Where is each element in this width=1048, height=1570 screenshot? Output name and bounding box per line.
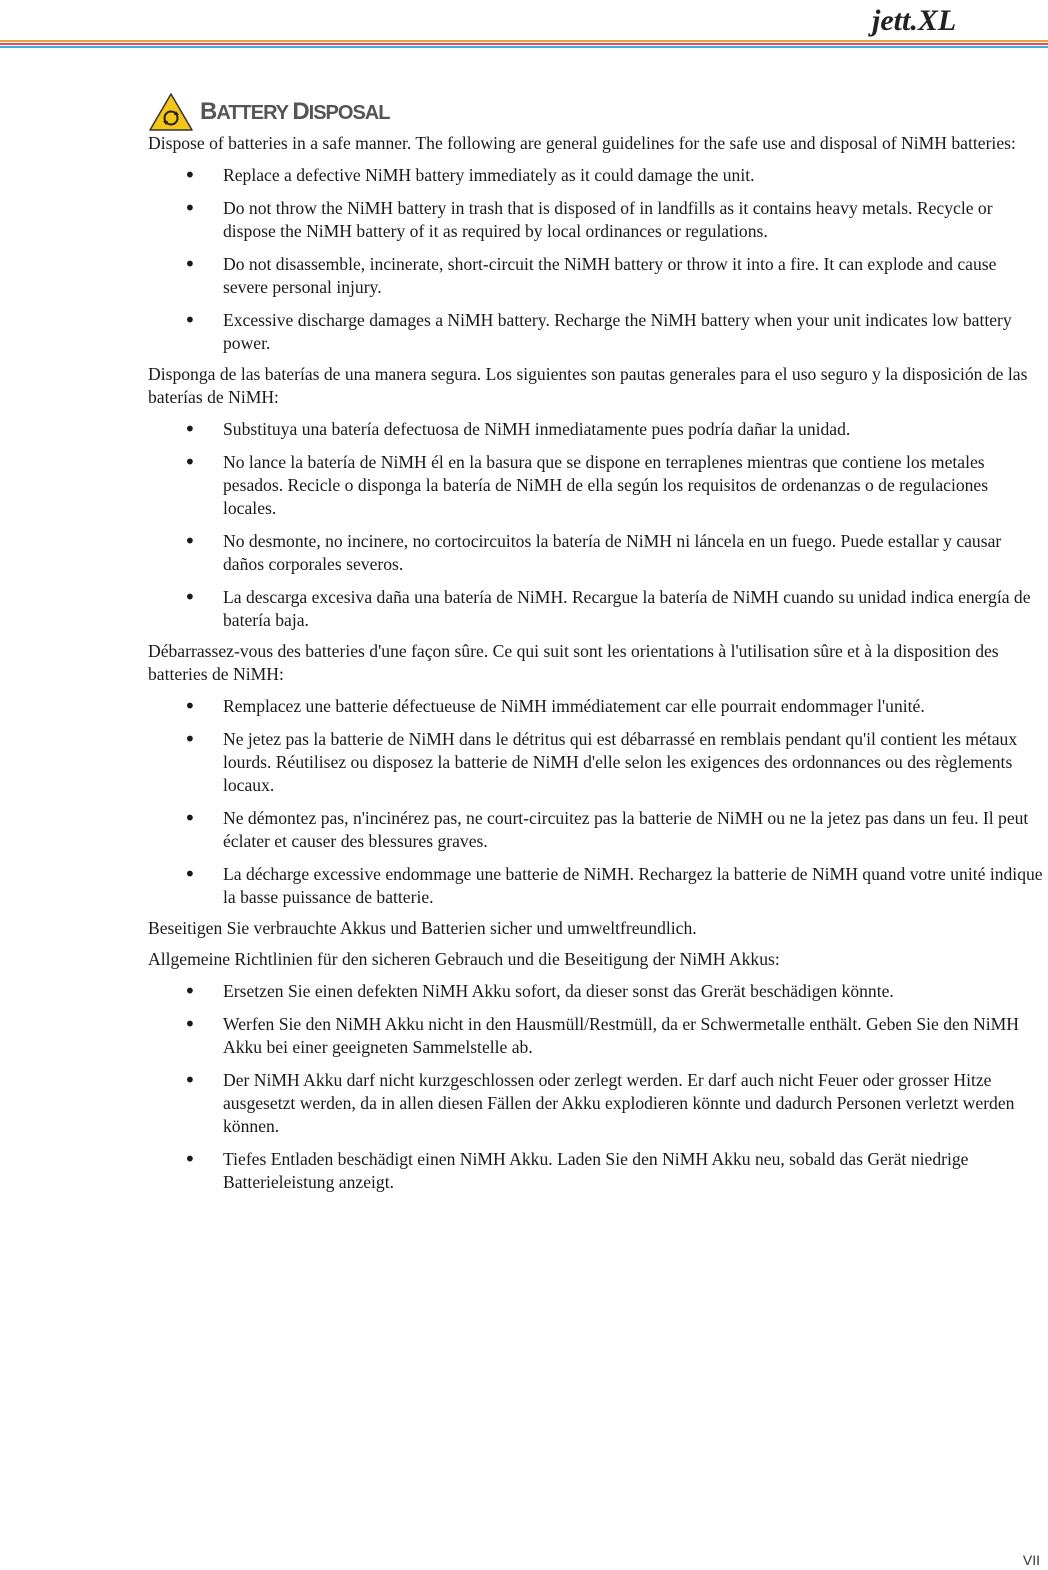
list-item: • Tiefes Entladen beschädigt einen NiMH Akku. Laden Sie den NiMH Akku neu, sobald das Gerät niedrige Batterieleistung anzeigt. xyxy=(148,1148,1043,1194)
list-item: • Werfen Sie den NiMH Akku nicht in den Hausmüll/Restmüll, da er Schwermetalle enthält. Geben Sie den NiMH Akku bei einer geeigneten Sammelstelle ab. xyxy=(148,1013,1043,1059)
list-item: • Remplacez une batterie défectueuse de NiMH immédiatement car elle pourrait endommager l'unité. xyxy=(148,695,1043,718)
spanish-intro: Disponga de las baterías de una manera segura. Los siguientes son pautas generales para el uso seguro y la disposición de las baterías de NiMH: xyxy=(148,364,1028,407)
header-rule xyxy=(0,40,1048,50)
english-guidelines xyxy=(148,164,1043,355)
french-intro: Débarrassez-vous des batteries d'une façon sûre. Ce qui suit sont les orientations à l'utilisation sûre et à la disposition des batteries de NiMH: xyxy=(148,641,999,684)
list-item: • La décharge excessive endommage une batterie de NiMH. Rechargez la batterie de NiMH quand votre unité indique la basse puissance de batterie. xyxy=(148,863,1043,909)
list-item: • Substituya una batería defectuosa de NiMH inmediatamente pues podría dañar la unidad. xyxy=(148,418,1043,441)
german-intro-1: Beseitigen Sie verbrauchte Akkus und Batterien sicher und umweltfreundlich. xyxy=(148,918,697,938)
list-item: • No lance la batería de NiMH él en la basura que se dispone en terraplenes mientras que contiene los metales pesados. Recicle o disponga la batería de NiMH de ella según los requisitos de ordenanzas o de regulaciones locales. xyxy=(148,451,1043,520)
battery-disposal-section xyxy=(148,92,1043,1202)
svg-text:jett.XL: jett.XL xyxy=(872,4,957,37)
list-item: • Ersetzen Sie einen defekten NiMH Akku sofort, da dieser sonst das Grerät beschädigen könnte. xyxy=(148,980,1043,1003)
page-number: VII xyxy=(1022,1552,1040,1568)
page-title: BATTERY DISPOSAL xyxy=(200,98,390,125)
list-item: • Excessive discharge damages a NiMH battery. Recharge the NiMH battery when your unit indicates low battery power. xyxy=(148,309,1043,355)
german-guidelines xyxy=(148,980,1043,1194)
german-intro-2: Allgemeine Richtlinien für den sicheren Gebrauch und die Beseitigung der NiMH Akkus: xyxy=(148,949,780,969)
list-item: • Der NiMH Akku darf nicht kurzgeschlossen oder zerlegt werden. Er darf auch nicht Feuer oder grosser Hitze ausgesetzt werden, da in allen diesen Fällen der Akku explodieren könnte und dadurch Personen verletzt werden können. xyxy=(148,1069,1043,1138)
list-item: • Ne jetez pas la batterie de NiMH dans le détritus qui est débarrassé en remblais pendant qu'il contient les métaux lourds. Réutilisez ou disposez la batterie de NiMH d'elle selon les exigences des ordonnances ou des règlements locaux. xyxy=(148,728,1043,797)
spanish-guidelines xyxy=(148,418,1043,632)
list-item: • Ne démontez pas, n'incinérez pas, ne court-circuitez pas la batterie de NiMH ou ne la jetez pas dans un feu. Il peut éclater et causer des blessures graves. xyxy=(148,807,1043,853)
list-item: • Do not throw the NiMH battery in trash that is disposed of in landfills as it contains heavy metals. Recycle or dispose the NiMH battery of it as required by local ordinances or regulations. xyxy=(148,197,1043,243)
jett-xl-logo xyxy=(866,0,1046,40)
list-item: • Do not disassemble, incinerate, short-circuit the NiMH battery or throw it into a fire. It can explode and cause severe personal injury. xyxy=(148,253,1043,299)
list-item: • No desmonte, no incinere, no cortocircuitos la batería de NiMH ni láncela en un fuego. Puede estallar y causar daños corporales severos. xyxy=(148,530,1043,576)
english-intro: Dispose of batteries in a safe manner. The following are general guidelines for the safe use and disposal of NiMH batteries: xyxy=(148,133,1016,153)
list-item: • Replace a defective NiMH battery immediately as it could damage the unit. xyxy=(148,164,1043,187)
section-heading xyxy=(148,92,1043,132)
warning-recycle-icon xyxy=(148,92,194,132)
list-item: • La descarga excesiva daña una batería de NiMH. Recargue la batería de NiMH cuando su unidad indica energía de batería baja. xyxy=(148,586,1043,632)
french-guidelines xyxy=(148,695,1043,909)
